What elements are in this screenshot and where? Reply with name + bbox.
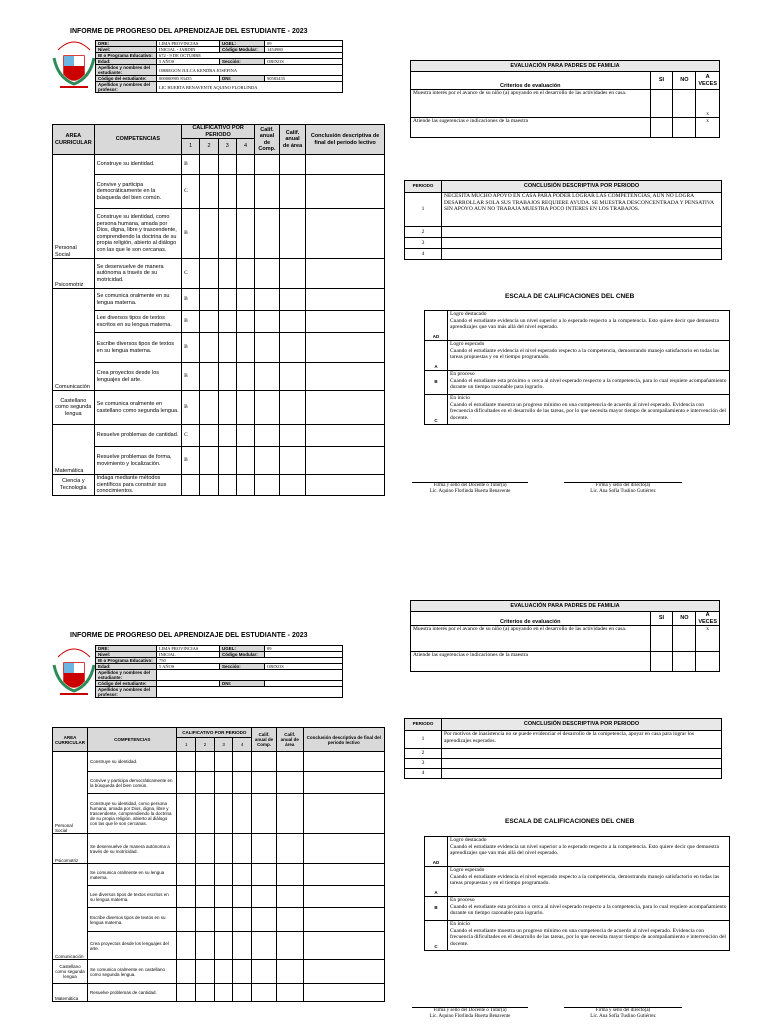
competencia-row: Construye su identidad. <box>94 155 181 175</box>
label-dni: DNI: <box>220 76 265 82</box>
value-estudiante: OBREGON JULCA KENDRA JOSEFINA <box>157 65 343 76</box>
label-profesor: Apellidos y nombres del profesor: <box>96 687 157 698</box>
header-competencias: COMPETENCIAS <box>88 728 177 752</box>
value-dni: 90583435 <box>265 76 343 82</box>
competencia-row: Crea proyectos desde los lenguajes del arte. <box>94 363 181 391</box>
grade-cell: C <box>182 175 200 209</box>
firma-docente <box>412 482 528 495</box>
competencia-row: Resuelve problemas de cantidad. <box>94 425 181 447</box>
header-criterios: Criterios de evaluación <box>411 612 651 626</box>
criterio-row: Atiende las sugerencias e indicaciones de la maestra <box>411 118 651 138</box>
value-ugel: 09 <box>265 41 343 47</box>
header-p2: 2 <box>196 738 215 752</box>
label-profesor: Apellidos y nombres del profesor: <box>96 82 157 93</box>
value-codigo-modular: 1454980 <box>265 47 343 53</box>
competencia-row: Lee diversos tipos de textos escritos en su lengua materna. <box>94 311 181 333</box>
grade-cell: C <box>182 259 200 289</box>
label-estudiante: Apellidos y nombres del estudiante: <box>96 670 157 681</box>
report-title: INFORME DE PROGRESO DEL APRENDIZAJE DEL ESTUDIANTE - 2023 <box>70 632 308 639</box>
criterio-row: Muestra interés por el avance de su niño (a) apoyando en el desarrollo de las actividades en casa. <box>411 626 651 652</box>
escala-code: C <box>425 395 448 425</box>
conclusion-text: Por motivos de inasistencia no se puede evidenciar el desarrollo de la competencia, apoyar en casa para lograr los aprendizajes esperados. <box>442 731 722 749</box>
value-profesor: LIC HUERTA BENAVENTE AQUINO FLORLINDA <box>157 82 343 93</box>
criterio-row: Muestra interés por el avance de su niño (a) apoyando en el desarrollo de las actividades en casa. <box>411 90 651 118</box>
label-codigo-modular: Código Modular: <box>220 47 265 53</box>
grade-cell: B <box>182 155 200 175</box>
area-psicomotriz: Psicomotriz <box>53 834 88 864</box>
value-ugel: 09 <box>265 646 343 652</box>
competencia-row: Se comunica oralmente en castellano como segunda lengua. <box>88 960 177 984</box>
label-estudiante: Apellidos y nombres del estudiante: <box>96 65 157 76</box>
grade-cell: B <box>182 311 200 333</box>
value-nivel: INICIAL <box>157 652 220 658</box>
escala-label: En proceso <box>450 897 475 903</box>
competencia-row: Se desenvuelve de manera autónoma a través de su motricidad. <box>88 834 177 864</box>
header-calificativo: CALIFICATIVO POR PERIODO <box>177 728 252 738</box>
conclusion-table <box>404 718 722 779</box>
header-periodo: PERIODO <box>405 181 442 193</box>
periodo-number: 1 <box>405 193 442 227</box>
familia-title: EVALUACIÓN PARA PADRES DE FAMILIA <box>411 61 720 72</box>
escala-label: Logro destacado <box>450 837 487 843</box>
header-p3: 3 <box>218 139 236 155</box>
label-codigo-modular: Código Modular: <box>220 652 265 658</box>
escala-table <box>424 310 730 425</box>
familia-title: EVALUACIÓN PARA PADRES DE FAMILIA <box>411 601 720 612</box>
header-calif-comp: Calif. anual de Comp. <box>255 125 280 155</box>
escala-table <box>424 836 730 951</box>
grade-cell: B <box>182 333 200 363</box>
header-no: NO <box>673 72 696 90</box>
label-programa: IE o Programa Educativo: <box>96 658 157 664</box>
header-conclusion: Conclusión descriptiva de final del periodo lectivo <box>303 728 384 752</box>
label-edad: Edad: <box>96 59 157 65</box>
label-nivel: Nivel: <box>96 47 157 53</box>
firma-director-label: Firma y sello del directo(a) <box>595 1008 651 1013</box>
value-seccion: ORIXOS <box>265 59 343 65</box>
escala-code: AD <box>425 311 448 341</box>
value-codigo-estudiante: 000000905 83435 <box>157 76 220 82</box>
conclusion-table <box>404 180 722 260</box>
value-edad: 5 AÑOS <box>157 664 220 670</box>
competencia-row: Resuelve problemas de cantidad. <box>88 984 177 1002</box>
competencia-row: Se comunica oralmente en castellano como segunda lengua. <box>94 391 181 425</box>
area-castellano: Castellano como segunda lengua <box>53 391 95 425</box>
report-title: INFORME DE PROGRESO DEL APRENDIZAJE DEL ESTUDIANTE - 2023 <box>70 28 308 35</box>
firma-director-name: Lic. Ana Sofía Tuslino Gutiérrez <box>590 489 656 494</box>
grade-cell: B <box>182 289 200 311</box>
escala-code: C <box>425 921 448 951</box>
header-p2: 2 <box>200 139 218 155</box>
label-codigo-estudiante: Código del estudiante: <box>96 681 157 687</box>
competencia-row: Construye su identidad, como persona humana, amada por Dios, digna, libre y trascendente, comprendiendo la doctrina de su propia religión, abierto al diálogo con las que le son cercanas. <box>94 209 181 259</box>
competencias-table <box>52 727 385 1002</box>
label-edad: Edad: <box>96 664 157 670</box>
mark-cell: x <box>696 626 720 652</box>
header-criterios: Criterios de evaluación <box>411 72 651 90</box>
escala-description: Cuando el estudiante esta próximo o cerca al nivel esperado respecto a la competencia, para lo cual requiere acompañamiento durante un tiempo razonable para lograrlo. <box>450 377 727 390</box>
value-seccion: ORIXOS <box>265 664 343 670</box>
competencia-row: Convive y participa democráticamente en la búsqueda del bien común. <box>88 772 177 794</box>
header-p3: 3 <box>214 738 233 752</box>
mark-cell: x <box>696 90 720 118</box>
competencia-row: Se comunica oralmente en su lengua materna. <box>94 289 181 311</box>
value-nivel: INICIAL - JARDIN <box>157 47 220 53</box>
escala-label: Logro esperado <box>450 341 485 347</box>
grade-cell: B <box>182 363 200 391</box>
firma-docente-name: Lic. Aquino Florlinda Huerta Benavente <box>429 1014 511 1019</box>
competencia-row: Crea proyectos desde los lenguajes del arte. <box>88 932 177 960</box>
area-comunicacion: Comunicación <box>53 289 95 391</box>
label-seccion: Sección: <box>220 59 265 65</box>
escala-code: AD <box>425 837 448 867</box>
value-programa: 750 <box>157 658 343 664</box>
value-programa: 672 - 9 DE OCTUBRE <box>157 53 343 59</box>
escala-code: B <box>425 897 448 921</box>
header-periodo: PERIODO <box>405 719 442 731</box>
escala-description: Cuando el estudiante muestra un progreso mínimo en una competencia de acuerdo al nivel esperado. Evidencia con frecuencia dificultades en el desarrollo de las tareas, por lo que necesita mayor tiempo de acompañamiento e intervención del docente. <box>450 927 726 947</box>
competencia-row: Construye su identidad. <box>88 752 177 772</box>
header-p4: 4 <box>236 139 254 155</box>
value-dre: LIMA PROVINCIAS <box>157 646 220 652</box>
label-dre: DRE: <box>96 41 157 47</box>
area-personal-social: Personal Social <box>53 155 95 259</box>
value-profesor <box>157 687 343 698</box>
escala-description: Cuando el estudiante evidencia el nivel esperado respecto a la competencia, demostrando manejo satisfactorio en todas las tareas propuestas y en el tiempo programado. <box>450 347 720 360</box>
competencia-row: Escribe diversos tipos de textos en su lengua materna. <box>88 908 177 932</box>
header-a-veces: A VECES <box>696 72 720 90</box>
competencia-row: Se comunica oralmente en su lengua materna. <box>88 864 177 886</box>
firma-director <box>564 482 682 495</box>
escala-code: A <box>425 867 448 897</box>
label-codigo-estudiante: Código del estudiante: <box>96 76 157 82</box>
header-p1: 1 <box>182 139 200 155</box>
escala-code: B <box>425 371 448 395</box>
header-p4: 4 <box>233 738 252 752</box>
escala-description: Cuando el estudiante evidencia un nivel superior a lo esperado respecto a la competencia. Esto quiere decir que demuestra aprendizajes que van más allá del nivel esperado. <box>450 317 719 330</box>
header-si: SI <box>650 72 673 90</box>
header-area: AREA CURRICULAR <box>53 728 88 752</box>
area-matematica: Matemática <box>53 984 88 1002</box>
grade-cell: B <box>182 391 200 425</box>
label-dre: DRE: <box>96 646 157 652</box>
escala-code: A <box>425 341 448 371</box>
firma-docente <box>412 1007 528 1020</box>
header-si: SI <box>650 612 673 626</box>
competencia-row: Convive y participa democráticamente en la búsqueda del bien común. <box>94 175 181 209</box>
value-estudiante <box>157 670 343 681</box>
header-p1: 1 <box>177 738 196 752</box>
escala-title: ESCALA DE CALIFICACIONES DEL CNEB <box>505 293 635 300</box>
header-calif-area: Calif. anual de área <box>279 125 305 155</box>
area-personal-social: Personal Social <box>53 752 88 834</box>
header-area: AREA CURRICULAR <box>53 125 95 155</box>
label-seccion: Sección: <box>220 664 265 670</box>
area-comunicacion: Comunicación <box>53 864 88 960</box>
escala-title: ESCALA DE CALIFICACIONES DEL CNEB <box>505 818 635 825</box>
escala-description: Cuando el estudiante muestra un progreso mínimo en una competencia de acuerdo al nivel esperado. Evidencia con frecuencia dificultades en el desarrollo de las tareas, por lo que necesita mayor tiempo de acompañamiento e intervención del docente. <box>450 401 726 421</box>
periodo-number: 4 <box>405 769 442 779</box>
escala-label: Logro esperado <box>450 867 485 873</box>
area-matematica: Matemática <box>53 425 95 475</box>
periodo-number: 2 <box>405 749 442 759</box>
periodo-number: 1 <box>405 731 442 749</box>
competencia-row: Construye su identidad, como persona humana, amada por Dios, digna, libre y trascendente, comprendiendo la doctrina de su propia religión, abierto al diálogo con las que le son cercanas. <box>88 794 177 834</box>
periodo-number: 2 <box>405 227 442 238</box>
conclusion-text: NECESITA MUCHO APOYO EN CASA PARA PODER LOGRAR LAS COMPETENCIAS, AUN NO LOGRA DESARROLLAR SOLA SUS TRABAJOS REQUIERE AYUDA. SE MUESTRA DESCONCENTRADA Y PENSATIVA SIN APOYO AUN NO TRABAJA MUESTRA POCO INTERES EN LOS TRABAJOS. <box>442 193 722 227</box>
competencia-row: Se desenvuelve de manera autónoma a través de su motricidad. <box>94 259 181 289</box>
mark-cell: x <box>696 118 720 138</box>
competencias-table <box>52 124 385 496</box>
header-calif-area: Calif. anual de área <box>276 728 303 752</box>
peru-crest-logo <box>50 645 98 701</box>
student-info-table <box>95 40 343 93</box>
escala-label: Logro destacado <box>450 311 487 317</box>
header-conclusion: Conclusión descriptiva de final del periodo lectivo <box>306 125 385 155</box>
grade-cell: C <box>182 425 200 447</box>
grade-cell: B <box>182 209 200 259</box>
periodo-number: 3 <box>405 238 442 249</box>
value-dre: LIMA PROVINCIAS <box>157 41 220 47</box>
competencia-row: Indaga mediante métodos científicos para construir sus conocimientos. <box>94 475 181 496</box>
header-competencias: COMPETENCIAS <box>94 125 181 155</box>
area-ciencia: Ciencia y Tecnología <box>53 475 95 496</box>
escala-description: Cuando el estudiante esta próximo o cerca al nivel esperado respecto a la competencia, para lo cual requiere acompañamiento durante un tiempo razonable para lograrlo. <box>450 903 727 916</box>
criterio-row: Atiende las sugerencias e indicaciones de la maestra <box>411 652 651 672</box>
area-castellano: Castellano como segunda lengua <box>53 960 88 984</box>
header-a-veces: A VECES <box>696 612 720 626</box>
firma-director <box>564 1007 682 1020</box>
label-nivel: Nivel: <box>96 652 157 658</box>
evaluacion-familia-table <box>410 60 720 138</box>
competencia-row: Resuelve problemas de forma, movimiento y localización. <box>94 447 181 475</box>
firma-director-label: Firma y sello del directo(a) <box>595 483 651 488</box>
label-ugel: UGEL: <box>220 41 265 47</box>
grade-cell: B <box>182 447 200 475</box>
header-no: NO <box>673 612 696 626</box>
label-ugel: UGEL: <box>220 646 265 652</box>
firma-docente-name: Lic. Aquino Florlinda Huerta Benavente <box>429 489 511 494</box>
peru-crest-logo <box>50 38 98 94</box>
header-calificativo: CALIFICATIVO POR PERIODO <box>182 125 255 139</box>
firma-docente-label: Firma y sello del Docente o Tutor(a) <box>433 483 507 488</box>
escala-description: Cuando el estudiante evidencia un nivel superior a lo esperado respecto a la competencia. Esto quiere decir que demuestra aprendizajes que van más allá del nivel esperado. <box>450 843 719 856</box>
periodo-number: 3 <box>405 759 442 769</box>
header-calif-comp: Calif. anual de Comp. <box>252 728 277 752</box>
header-conclusion-periodo: CONCLUSIÓN DESCRIPTIVA POR PERIODO <box>442 181 722 193</box>
area-psicomotriz: Psicomotriz <box>53 259 95 289</box>
escala-label: En inicio <box>450 921 471 927</box>
periodo-number: 4 <box>405 249 442 260</box>
student-info-table <box>95 645 343 698</box>
competencia-row: Lee diversos tipos de textos escritos en su lengua materna. <box>88 886 177 908</box>
evaluacion-familia-table <box>410 600 720 672</box>
header-conclusion-periodo: CONCLUSIÓN DESCRIPTIVA POR PERIODO <box>442 719 722 731</box>
value-edad: 5 AÑOS <box>157 59 220 65</box>
escala-label: En proceso <box>450 371 475 377</box>
label-dni: DNI: <box>220 681 265 687</box>
firma-docente-label: Firma y sello del Docente o Tutor(a) <box>433 1008 507 1013</box>
firma-director-name: Lic. Ana Sofía Tuslino Gutiérrez <box>590 1014 656 1019</box>
escala-label: En inicio <box>450 395 471 401</box>
escala-description: Cuando el estudiante evidencia el nivel esperado respecto a la competencia, demostrando manejo satisfactorio en todas las tareas propuestas y en el tiempo programado. <box>450 873 720 886</box>
competencia-row: Escribe diversos tipos de textos en su lengua materna. <box>94 333 181 363</box>
label-programa: IE o Programa Educativo: <box>96 53 157 59</box>
